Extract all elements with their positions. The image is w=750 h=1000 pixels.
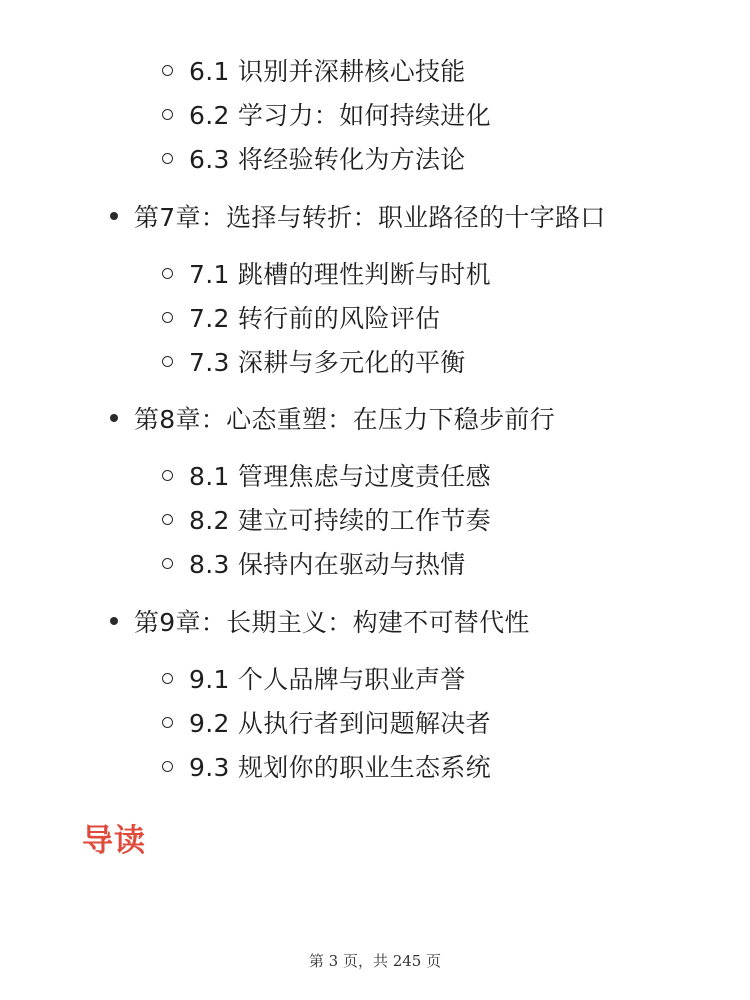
toc-subitem bbox=[162, 297, 440, 337]
toc-subitem bbox=[162, 94, 491, 134]
toc-subitem bbox=[162, 138, 466, 178]
toc-subitem bbox=[162, 702, 491, 742]
toc-subitem bbox=[162, 543, 466, 583]
section-heading: 导读 bbox=[82, 823, 146, 859]
page-number-footer: 第 3 页，共 245 页 bbox=[308, 952, 442, 970]
toc-subitem-text: 9.2 从执行者到问题解决者 bbox=[189, 709, 491, 738]
toc-subitem bbox=[162, 658, 466, 698]
hollow-circle-bullet-icon bbox=[162, 109, 173, 120]
hollow-circle-bullet-icon bbox=[162, 153, 173, 164]
hollow-circle-bullet-icon bbox=[162, 717, 173, 728]
filled-dot-bullet-icon bbox=[110, 617, 118, 625]
toc-subitem-text: 8.3 保持内在驱动与热情 bbox=[189, 550, 466, 579]
filled-dot-bullet-icon bbox=[110, 414, 118, 422]
hollow-circle-bullet-icon bbox=[162, 268, 173, 279]
hollow-circle-bullet-icon bbox=[162, 470, 173, 481]
toc-subitem-text: 6.2 学习力：如何持续进化 bbox=[189, 101, 491, 130]
hollow-circle-bullet-icon bbox=[162, 514, 173, 525]
toc-subitem bbox=[162, 499, 491, 539]
toc-subitem-text: 6.1 识别并深耕核心技能 bbox=[189, 57, 466, 86]
toc-chapter bbox=[110, 599, 530, 643]
hollow-circle-bullet-icon bbox=[162, 558, 173, 569]
hollow-circle-bullet-icon bbox=[162, 761, 173, 772]
hollow-circle-bullet-icon bbox=[162, 673, 173, 684]
toc-subitem-text: 8.2 建立可持续的工作节奏 bbox=[189, 506, 491, 535]
toc-chapter-text: 第7章：选择与转折：职业路径的十字路口 bbox=[134, 203, 606, 232]
toc-subitem bbox=[162, 50, 466, 90]
toc-chapter bbox=[110, 194, 606, 238]
toc-subitem-text: 7.2 转行前的风险评估 bbox=[189, 304, 441, 333]
hollow-circle-bullet-icon bbox=[162, 65, 173, 76]
toc-subitem bbox=[162, 746, 491, 786]
toc-chapter-text: 第9章：长期主义：构建不可替代性 bbox=[134, 608, 530, 637]
toc-subitem-text: 9.3 规划你的职业生态系统 bbox=[189, 753, 491, 782]
filled-dot-bullet-icon bbox=[110, 212, 118, 220]
toc-subitem-text: 9.1 个人品牌与职业声誉 bbox=[189, 665, 466, 694]
toc-chapter-text: 第8章：心态重塑：在压力下稳步前行 bbox=[134, 405, 556, 434]
toc-subitem bbox=[162, 341, 466, 381]
toc-subitem-text: 6.3 将经验转化为方法论 bbox=[189, 145, 466, 174]
hollow-circle-bullet-icon bbox=[162, 356, 173, 367]
hollow-circle-bullet-icon bbox=[162, 312, 173, 323]
toc-subitem-text: 7.1 跳槽的理性判断与时机 bbox=[189, 260, 491, 289]
toc-chapter bbox=[110, 396, 555, 440]
toc-subitem-text: 8.1 管理焦虑与过度责任感 bbox=[189, 462, 491, 491]
toc-subitem bbox=[162, 253, 491, 293]
toc-subitem-text: 7.3 深耕与多元化的平衡 bbox=[189, 348, 466, 377]
toc-subitem bbox=[162, 455, 491, 495]
